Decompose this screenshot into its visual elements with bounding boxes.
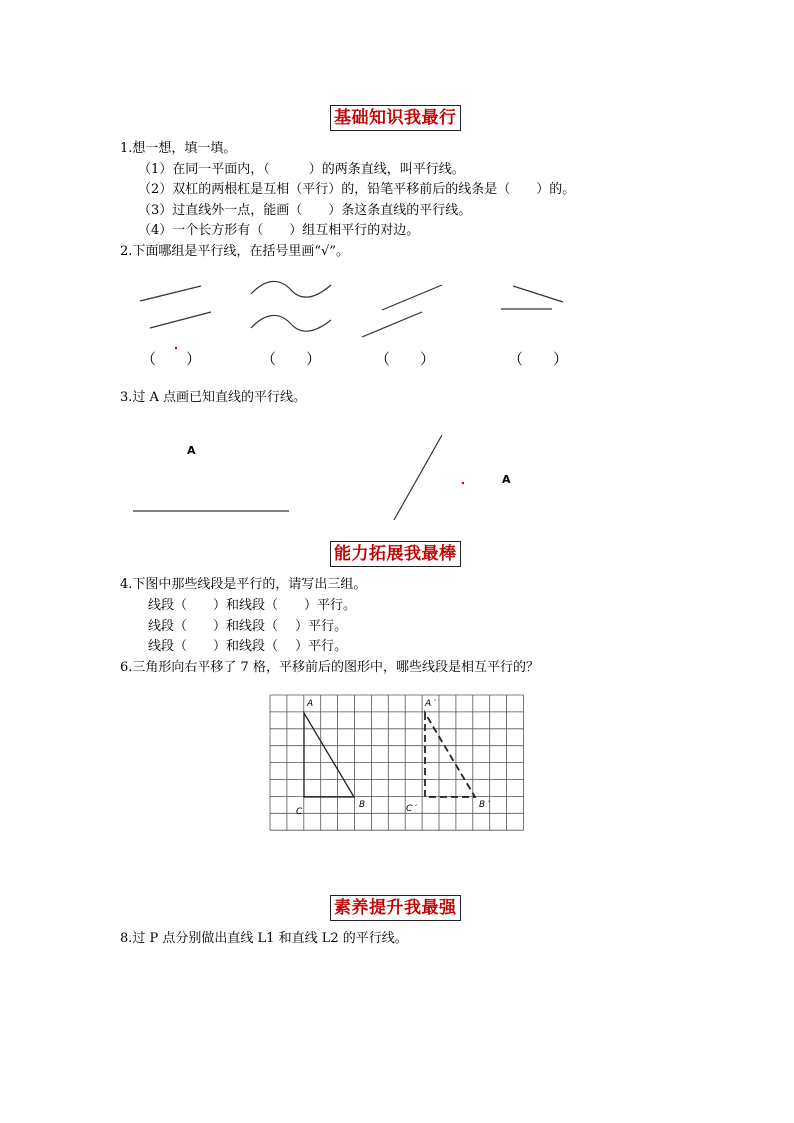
section-title-basic: 基础知识我最行 [330, 105, 461, 131]
q2-stray-dot [175, 347, 177, 349]
q6-label-c: C [296, 807, 303, 817]
q3-point-a-right: A [502, 473, 511, 486]
q3-figures [0, 420, 794, 530]
q2-fig3-line-bottom [362, 312, 422, 337]
q2-blank-3[interactable]: （ ） [375, 350, 436, 368]
q2-fig2-wave-top [251, 281, 331, 297]
q3-given-line-slanted [394, 435, 442, 520]
q8-stem: 8.过 P 点分别做出直线 L1 和直线 L2 的平行线。 [120, 931, 408, 946]
q2-line-figures [0, 270, 794, 390]
q1-item-3: （3）过直线外一点，能画（ ）条这条直线的平行线。 [138, 203, 472, 218]
q1-item-4: （4）一个长方形有（ ）组互相平行的对边。 [138, 223, 420, 238]
q4-row-1: 线段（ ）和线段（ ）平行。 [148, 598, 357, 613]
q2-blank-1[interactable]: （ ） [141, 350, 202, 368]
section-title-literacy: 素养提升我最强 [330, 895, 461, 921]
q2-blank-4[interactable]: （ ） [508, 350, 569, 368]
q4-stem: 4.下图中那些线段是平行的，请写出三组。 [120, 577, 367, 592]
q3-stem: 3.过 A 点画已知直线的平行线。 [120, 390, 307, 405]
q6-triangle-original [304, 713, 354, 797]
q1-item-2: （2）双杠的两根杠是互相（平行）的，铅笔平移前后的线条是（ ）的。 [138, 182, 576, 197]
q6-label-b-prime: B ′ [479, 800, 491, 810]
q6-label-a-prime: A ′ [425, 699, 437, 709]
q2-stem: 2.下面哪组是平行线，在括号里画“√”。 [120, 244, 349, 259]
q6-label-a: A [307, 699, 314, 709]
q4-row-3: 线段（ ）和线段（ ）平行。 [148, 639, 348, 654]
q6-label-b: B [359, 800, 366, 810]
q1-item-1: （1）在同一平面内，（ ）的两条直线，叫平行线。 [138, 162, 465, 177]
q6-label-c-prime: C ′ [406, 804, 418, 814]
section-title-ability: 能力拓展我最棒 [330, 541, 461, 567]
q3-point-a-left: A [187, 444, 196, 457]
q6-stem: 6.三角形向右平移了 7 格，平移前后的图形中，哪些线段是相互平行的？ [120, 660, 539, 675]
q2-fig4-line-slanted [513, 286, 563, 302]
q2-fig1-line-top [140, 286, 201, 301]
q4-row-2: 线段（ ）和线段（ ）平行。 [148, 619, 348, 634]
q2-fig1-line-bottom [150, 312, 211, 328]
q6-triangle-translated [425, 713, 475, 797]
q1-stem: 1.想一想，填一填。 [120, 141, 237, 156]
q2-blank-2[interactable]: （ ） [261, 350, 322, 368]
q2-fig3-line-top [382, 285, 442, 310]
q2-fig2-wave-bottom [251, 315, 331, 331]
q6-grid-figure [268, 693, 528, 833]
q3-stray-dot [462, 482, 464, 484]
